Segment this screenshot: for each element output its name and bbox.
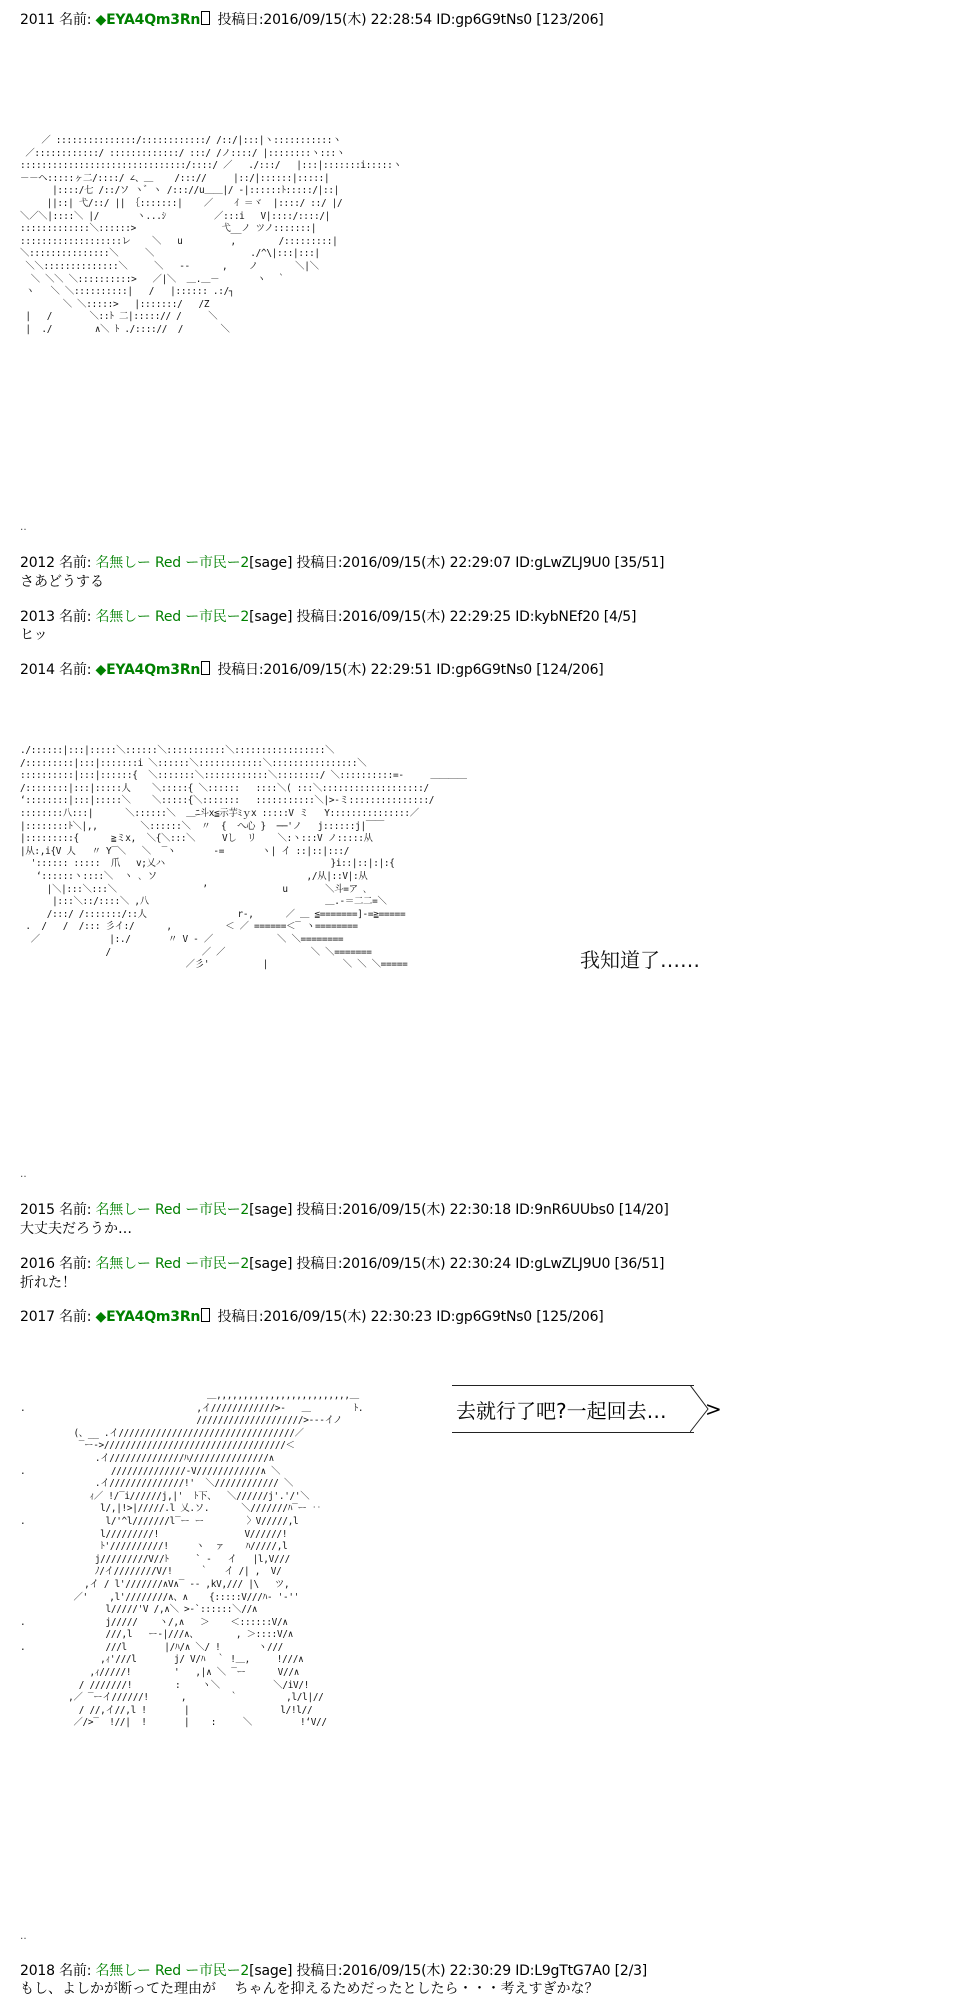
poster-name[interactable]: ◆EYA4Qm3Rn xyxy=(95,1309,201,1325)
post-body: 折れた！ xyxy=(20,1275,76,1291)
post-header: 2011 名前: ◆EYA4Qm3Rn 投稿日:2016/09/15(木) 22:28:54 ID:gp6G9tNs0 [123/206] xyxy=(20,12,604,28)
poster-name[interactable]: ◆EYA4Qm3Rn xyxy=(95,12,201,28)
poster-name[interactable]: 名無しー Red ー市民ー2 xyxy=(95,1963,250,1979)
post-header: 2015 名前: 名無しー Red ー市民ー2[sage] 投稿日:2016/09/15(木) 22:30:18 ID:9nR6UUbs0 [14/20] xyxy=(20,1202,669,1218)
post-header: 2014 名前: ◆EYA4Qm3Rn 投稿日:2016/09/15(木) 22:29:51 ID:gp6G9tNs0 [124/206] xyxy=(20,662,604,678)
ascii-art-3: ＿,,,,,,,,,,,,,,,,,,,,,,,,,＿ . ,イ////////////>- ＿ ﾄ. ////////////////////>---イノ (、__ .イ/////////////////////////////////／ ‾ー->//////////////////////////////////＜ .イ//////////////ﾊ///////////////∧ . //////////////‐V////////////∧ ＼ .イ//////////////!' ＼//////////// ＼ ｨ／ !/‾i//////j,|' ﾄ下、 ＼//////j'.'/'＼ l/,|!>|/////.l 乂.ソ. ＼///////ﾊ‾ー ‥ . l/'^l///////l‾ー ー 〉V/////,l l/////////! V//////! ﾄ'//////////! ヽ ァ ﾊ/////,l j/////////V//ﾄ ` - イ |l,V/// ﾉ/イ////////V/! ｀ イ /| , V/ ,イ / l'///////∧V∧‾ ‐‐ ,kV,/// |\ ツ, ／' ,l'////////∧、∧ {:::::V///ﾊ‐ '‐'' l/////'V /,∧＼ >‐`::::::＼//∧ . j///// ヽ/,∧ ＞ ＜::::::V/∧ ///,l ー-|///∧、 , ＞::::V/∧ . ///l |/ﾊ/∧ ＼/ ! ヽ/// ,ｨ'///l j/ V/ﾊ ｀ !＿, !///∧ ,ｨ/////! ' ,|∧ ＼ ‾ー V//∧ / ///////! : ヽ＼ ＼/iV/! ,／ ‾ーイ//////! , ｀ ,l/l|// / //,イ//,l ! | l/!l// ／/>‾ !//| ! | : ＼ !‘V// xyxy=(20,1390,364,1729)
post-body: ヒッ xyxy=(20,627,48,643)
separator-dots: ‥ xyxy=(20,1931,27,1942)
poster-name[interactable]: 名無しー Red ー市民ー2 xyxy=(95,555,250,571)
separator-dots: ‥ xyxy=(20,1169,27,1180)
ascii-art-1: ／ :::::::::::::::/::::::::::::/ /::/|:::|ヽ:::::::::::ヽ ／::::::::::::/ :::::::::::::/ :::/ /ノ::::/ |::::::::ヽ:::ヽ :::::::::::::::::::::::::::::::/::::/ ／ ./:::/ |:::|:::::::i:::::ヽ －－ヘ:::::ヶ二/::::/ ∠、＿ /:::// |::/|::::::|:::::| |::::/七 /::/ソ ヽ゛ヽ /::://u＿＿|/ -|::::::ﾄ:::::/|::| ||::| 弋/::/ || ｛:::::::| ／ ｲ ＝ヾ |::::/ ::/ |/ ＼／＼|::::＼ |/ ヽ...ｼ ／:::i V|::::/::::/| :::::::::::::＼::::::> 弋__ノ ツノ:::::::| :::::::::::::::::::レ ＼ u , /:::::::::| ＼:::::::::::::::＼ ＼ ./^\|:::|:::| ＼＼::::::::::::::＼ ＼ ‐‐ , ノ ＼|＼ ＼ ＼＼ ＼::::::::::> ／|＼ ＿.＿－ ヽ ｀ ヽ ＼ ＼::::::::::| / |:::::: .:/┐ ＼ ＼:::::> |:::::::/ /Z | / ＼::ﾄ 二|:::::// / ＼ | ./ ∧＼ ﾄ ./::::// / ＼ xyxy=(20,135,402,335)
post-id[interactable]: ID:gp6G9tNs0 xyxy=(436,1309,533,1325)
speech-text: 去就行了吧?一起回去… xyxy=(456,1399,667,1423)
post-id[interactable]: ID:gLwZLJ9U0 xyxy=(515,1256,611,1272)
ascii-art-2: ./::::::|:::|:::::＼::::::＼:::::::::::＼:::::::::::::::::＼ /:::::::::|:::|:::::::i ＼::::::＼::::::::::::＼::::::::::::::::＼ ::::::::::|:::|::::::{ ＼:::::::＼::::::::::::＼::::::::/ ＼::::::::::=- ＿＿＿＿ /::::::::|:::|:::::人 ＼:::::{ ＼:::::: ::::＼( :::＼:::::::::::::::::::/ ‘::::::::|:::|:::::＼ ＼:::::{＼::::::: :::::::::::＼|>-ミ:::::::::::::::/ ::::::::八:::| ＼::::::＼ ＿ﾆ斗x≦示芋ﾐｙx :::::V ミ Y:::::::::::::::／ |::::::::ﾄ＼|,, ＼::::::＼ 〃 { へ心 } ──'ノ j::::::j|￣￣ |:::::::::{ ≧ミx, ＼{＼:::＼ Vし リ ＼:ヽ:::V ノ:::::从 |从:,i{V 人 〃 Y‾＼ ＼ ‾ヽ -= ヽ| イ ::|::|:::/ ':::::: ::::: 爪 v;乂ハ }i::|::|:|:{ ‘::::::ヽ::::＼ ヽ ､ ソ ,/从|::V|:从 |＼|:::＼:::＼ ’ u ＼斗=ア ､ |:::＼::/::::＼ ,八 ＿.-＝二二=＼ /:::/ /:::::::/::人 r‐, ／ ＿ ≦=======]-=≧===== . / / /::: 彡イ:/ , ＜ ／ ======＜‾ ヽ======== ／ |:./ 〃 V ‐ ／ ＼ ＼======== / ／ ／ ＼ ＼======= ／彡' | ＼ ＼ ＼===== xyxy=(20,745,467,971)
speech-arrow: > xyxy=(705,1397,722,1421)
post-body: もし、よしかが断ってた理由が ちゃんを抑えるためだったとしたら・・・考えすぎかな？ xyxy=(20,1981,599,1997)
poster-name[interactable]: 名無しー Red ー市民ー2 xyxy=(95,1256,250,1272)
post-id[interactable]: ID:gp6G9tNs0 xyxy=(436,662,533,678)
post-body: 大丈夫だろうか… xyxy=(20,1221,132,1237)
post-body: さあどうする xyxy=(20,574,104,590)
post-id[interactable]: ID:9nR6UUbs0 xyxy=(515,1202,615,1218)
post-header: 2018 名前: 名無しー Red ー市民ー2[sage] 投稿日:2016/09/15(木) 22:30:29 ID:L9gTtG7A0 [2/3] xyxy=(20,1963,648,1979)
post-header: 2016 名前: 名無しー Red ー市民ー2[sage] 投稿日:2016/09/15(木) 22:30:24 ID:gLwZLJ9U0 [36/51] xyxy=(20,1256,665,1272)
post-id[interactable]: ID:L9gTtG7A0 xyxy=(515,1963,611,1979)
separator-dots: ‥ xyxy=(20,522,27,533)
square-icon xyxy=(201,11,210,25)
square-icon xyxy=(201,1308,210,1322)
speech-text: 我知道了…… xyxy=(580,948,700,972)
poster-name[interactable]: ◆EYA4Qm3Rn xyxy=(95,662,201,678)
poster-name[interactable]: 名無しー Red ー市民ー2 xyxy=(95,1202,250,1218)
post-header: 2012 名前: 名無しー Red ー市民ー2[sage] 投稿日:2016/09/15(木) 22:29:07 ID:gLwZLJ9U0 [35/51] xyxy=(20,555,665,571)
post-id[interactable]: ID:kybNEf20 xyxy=(515,609,600,625)
post-header: 2017 名前: ◆EYA4Qm3Rn 投稿日:2016/09/15(木) 22:30:23 ID:gp6G9tNs0 [125/206] xyxy=(20,1309,604,1325)
post-id[interactable]: ID:gLwZLJ9U0 xyxy=(515,555,611,571)
post-id[interactable]: ID:gp6G9tNs0 xyxy=(436,12,533,28)
poster-name[interactable]: 名無しー Red ー市民ー2 xyxy=(95,609,250,625)
post-header: 2013 名前: 名無しー Red ー市民ー2[sage] 投稿日:2016/09/15(木) 22:29:25 ID:kybNEf20 [4/5] xyxy=(20,609,637,625)
square-icon xyxy=(201,661,210,675)
